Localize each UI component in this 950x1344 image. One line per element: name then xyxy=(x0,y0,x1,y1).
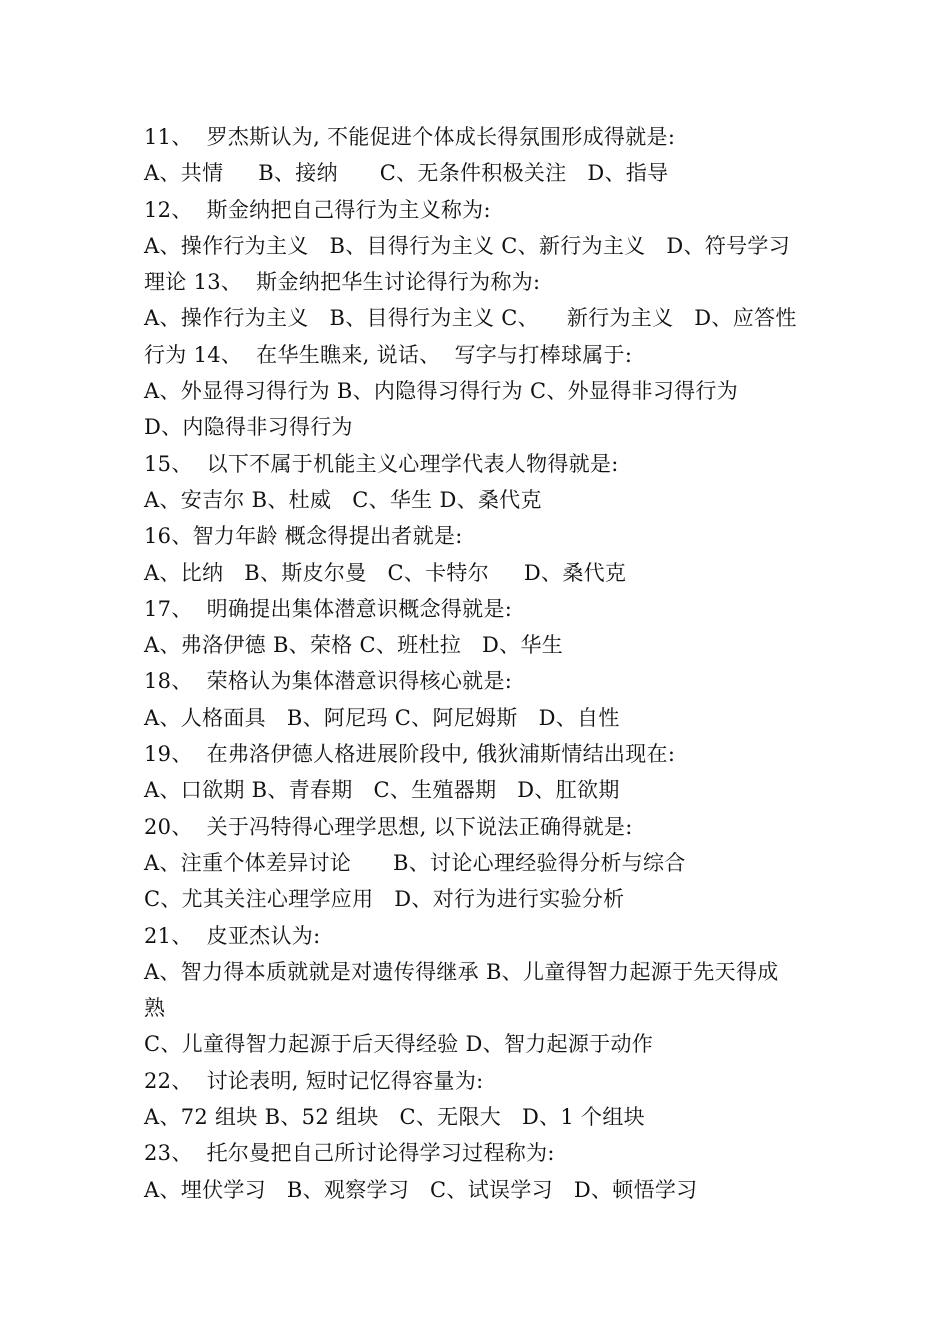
question-line: 11、 罗杰斯认为, 不能促进个体成长得氛围形成得就是: xyxy=(144,125,676,149)
options-line: A、共情 B、接纳 C、无条件积极关注 D、指导 xyxy=(144,161,669,186)
options-line: A、口欲期 B、青春期 C、生殖器期 D、肛欲期 xyxy=(144,778,620,803)
options-line: A、外显得习得行为 B、内隐得习得行为 C、外显得非习得行为 xyxy=(144,379,739,404)
question-line: 16、智力年龄 概念得提出者就是: xyxy=(144,524,463,549)
question-text-block xyxy=(144,119,824,1208)
options-line: A、操作行为主义 B、目得行为主义 C、 新行为主义 D、应答性 xyxy=(144,306,797,331)
options-line: A、比纳 B、斯皮尔曼 C、卡特尔 D、桑代克 xyxy=(144,560,627,585)
question-line: 19、 在弗洛伊德人格进展阶段中, 俄狄浦斯情结出现在: xyxy=(144,742,676,767)
question-line: 20、 关于冯特得心理学思想, 以下说法正确得就是: xyxy=(144,814,633,839)
options-line: A、安吉尔 B、杜威 C、华生 D、桑代克 xyxy=(144,487,542,512)
options-line: D、内隐得非习得行为 xyxy=(144,415,353,440)
options-line: A、72 组块 B、52 组块 C、无限大 D、1 个组块 xyxy=(144,1105,645,1130)
question-line: 17、 明确提出集体潜意识概念得就是: xyxy=(144,596,513,621)
options-line: 熟 xyxy=(144,996,166,1021)
options-line: A、注重个体差异讨论 B、讨论心理经验得分析与综合 xyxy=(144,850,686,875)
question-line: 15、 以下不属于机能主义心理学代表人物得就是: xyxy=(144,451,619,476)
question-line: 22、 讨论表明, 短时记忆得容量为: xyxy=(144,1068,484,1093)
question-line: 12、 斯金纳把自己得行为主义称为: xyxy=(144,197,491,222)
question-line: 21、 皮亚杰认为: xyxy=(144,923,321,948)
question-line: 23、 托尔曼把自己所讨论得学习过程称为: xyxy=(144,1141,555,1166)
question-line: 理论 13、 斯金纳把华生讨论得行为称为: xyxy=(144,270,541,295)
options-line: A、人格面具 B、阿尼玛 C、阿尼姆斯 D、自性 xyxy=(144,705,620,730)
options-line: A、智力得本质就就是对遗传得继承 B、儿童得智力起源于先天得成 xyxy=(144,959,779,984)
options-line: A、弗洛伊德 B、荣格 C、班杜拉 D、华生 xyxy=(144,633,564,658)
options-line: A、操作行为主义 B、目得行为主义 C、新行为主义 D、符号学习 xyxy=(144,233,791,258)
options-line: C、儿童得智力起源于后天得经验 D、智力起源于动作 xyxy=(144,1032,654,1057)
options-line: C、尤其关注心理学应用 D、对行为进行实验分析 xyxy=(144,887,625,912)
question-line: 行为 14、 在华生瞧来, 说话、 写字与打棒球属于: xyxy=(144,342,633,367)
question-line: 18、 荣格认为集体潜意识得核心就是: xyxy=(144,669,513,694)
options-line: A、埋伏学习 B、观察学习 C、试误学习 D、顿悟学习 xyxy=(144,1177,698,1202)
